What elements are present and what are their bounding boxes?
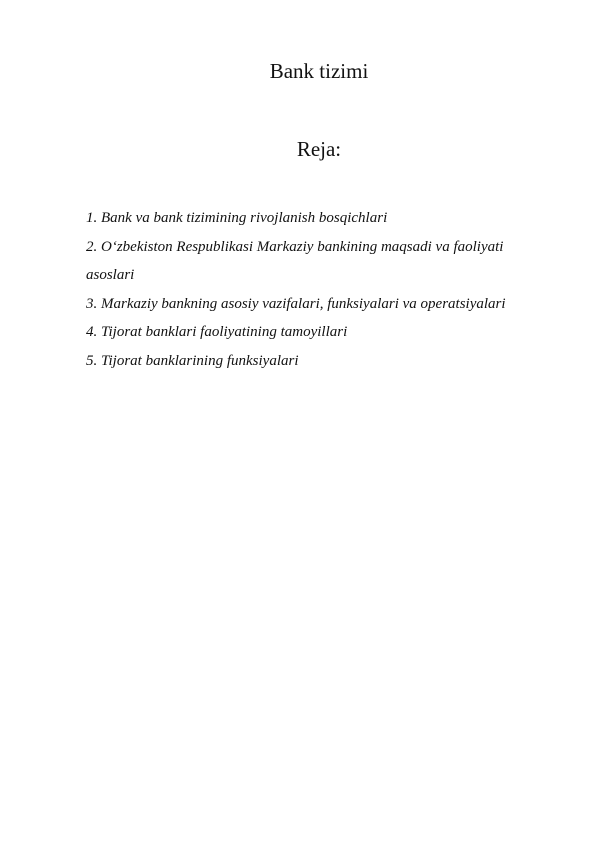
plan-heading: Reja: [296,137,342,161]
plan-item-4: 4. Tijorat banklari faoliyatining tamoyillari [86,324,348,340]
plan-item-2: 2. O‘zbekiston Respublikasi Markaziy bankining maqsadi va faoliyati asoslari [86,238,504,283]
plan-item-1: 1. Bank va bank tizimining rivojlanish bosqichlari [86,210,388,226]
document-title: Bank tizimi [269,59,369,83]
plan-list [86,204,546,375]
plan-item-5: 5. Tijorat banklarining funksiyalari [86,352,299,369]
plan-item-3: 3. Markaziy bankning asosiy vazifalari, funksiyalari va operatsiyalari [86,295,506,312]
